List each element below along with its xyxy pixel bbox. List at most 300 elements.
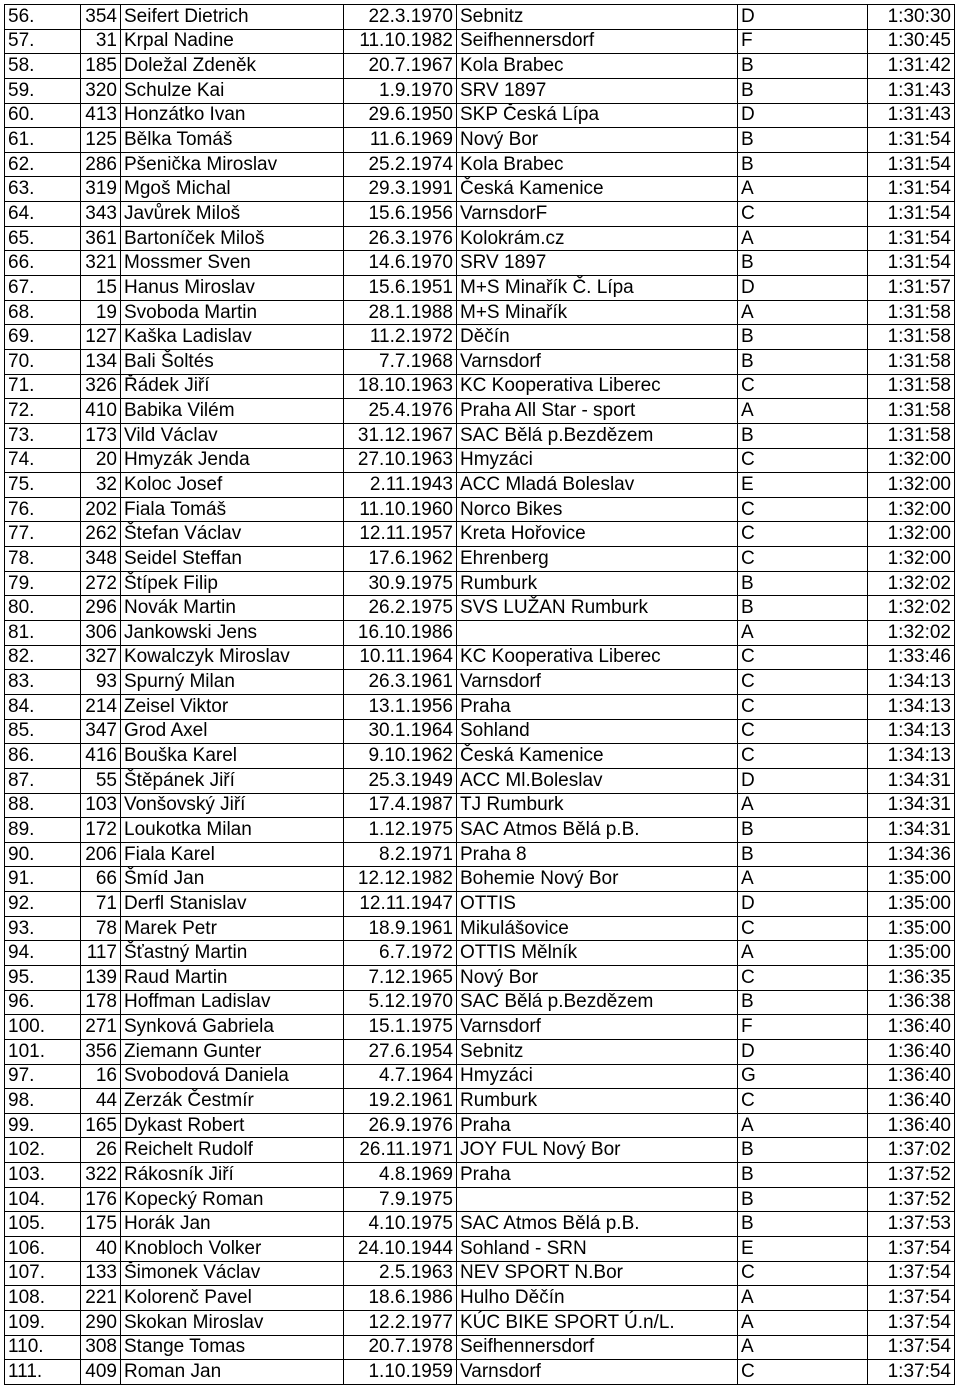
club-cell: SAC Bělá p.Bezdězem (457, 990, 738, 1015)
table-row (5, 1187, 955, 1212)
rank-cell: 110. (5, 1335, 81, 1360)
club-cell: Praha (457, 1163, 738, 1188)
category-cell: B (738, 423, 868, 448)
competitor-name-cell: Fiala Karel (121, 842, 344, 867)
competitor-name-cell: Honzátko Ivan (121, 103, 344, 128)
finish-time-cell: 1:35:00 (868, 916, 955, 941)
rank-cell: 60. (5, 103, 81, 128)
rank-cell: 103. (5, 1163, 81, 1188)
finish-time-cell: 1:32:00 (868, 522, 955, 547)
finish-time-cell: 1:31:54 (868, 202, 955, 227)
competitor-name-cell: Mossmer Sven (121, 251, 344, 276)
category-cell: B (738, 990, 868, 1015)
rank-cell: 56. (5, 5, 81, 30)
club-cell: SRV 1897 (457, 78, 738, 103)
competitor-name-cell: Zeisel Viktor (121, 694, 344, 719)
competitor-name-cell: Dykast Robert (121, 1113, 344, 1138)
table-row (5, 719, 955, 744)
competitor-name-cell: Svobodová Daniela (121, 1064, 344, 1089)
competitor-name-cell: Bělka Tomáš (121, 128, 344, 153)
category-cell: F (738, 1015, 868, 1040)
category-cell: B (738, 349, 868, 374)
rank-cell: 87. (5, 768, 81, 793)
table-row (5, 276, 955, 301)
club-cell: Praha (457, 694, 738, 719)
finish-time-cell: 1:31:54 (868, 251, 955, 276)
category-cell: B (738, 1187, 868, 1212)
birth-date-cell: 20.7.1978 (344, 1335, 457, 1360)
rank-cell: 108. (5, 1286, 81, 1311)
category-cell: A (738, 621, 868, 646)
birth-date-cell: 10.11.1964 (344, 645, 457, 670)
rank-cell: 68. (5, 300, 81, 325)
table-row (5, 694, 955, 719)
table-row (5, 78, 955, 103)
competitor-name-cell: Svoboda Martin (121, 300, 344, 325)
category-cell: C (738, 719, 868, 744)
category-cell: A (738, 941, 868, 966)
finish-time-cell: 1:31:57 (868, 276, 955, 301)
finish-time-cell: 1:37:54 (868, 1360, 955, 1385)
birth-date-cell: 18.9.1961 (344, 916, 457, 941)
table-row (5, 547, 955, 572)
rank-cell: 93. (5, 916, 81, 941)
birth-date-cell: 25.3.1949 (344, 768, 457, 793)
category-cell: C (738, 497, 868, 522)
birth-date-cell: 1.10.1959 (344, 1360, 457, 1385)
category-cell: C (738, 374, 868, 399)
rank-cell: 69. (5, 325, 81, 350)
birth-date-cell: 30.1.1964 (344, 719, 457, 744)
birth-date-cell: 26.3.1961 (344, 670, 457, 695)
birth-date-cell: 11.10.1960 (344, 497, 457, 522)
competitor-name-cell: Raud Martin (121, 965, 344, 990)
rank-cell: 74. (5, 448, 81, 473)
rank-cell: 65. (5, 226, 81, 251)
finish-time-cell: 1:36:40 (868, 1015, 955, 1040)
table-row (5, 448, 955, 473)
birth-date-cell: 26.9.1976 (344, 1113, 457, 1138)
bib-number-cell: 139 (81, 965, 121, 990)
club-cell: Sohland (457, 719, 738, 744)
table-row (5, 1163, 955, 1188)
category-cell: B (738, 325, 868, 350)
category-cell: B (738, 571, 868, 596)
club-cell: Bohemie Nový Bor (457, 867, 738, 892)
bib-number-cell: 206 (81, 842, 121, 867)
birth-date-cell: 11.10.1982 (344, 29, 457, 54)
competitor-name-cell: Synková Gabriela (121, 1015, 344, 1040)
birth-date-cell: 7.7.1968 (344, 349, 457, 374)
birth-date-cell: 24.10.1944 (344, 1237, 457, 1262)
bib-number-cell: 103 (81, 793, 121, 818)
table-row (5, 842, 955, 867)
club-cell: Sohland - SRN (457, 1237, 738, 1262)
category-cell: G (738, 1064, 868, 1089)
table-row (5, 54, 955, 79)
competitor-name-cell: Novák Martin (121, 596, 344, 621)
rank-cell: 105. (5, 1212, 81, 1237)
category-cell: C (738, 522, 868, 547)
bib-number-cell: 347 (81, 719, 121, 744)
rank-cell: 75. (5, 473, 81, 498)
category-cell: E (738, 473, 868, 498)
table-row (5, 473, 955, 498)
bib-number-cell: 134 (81, 349, 121, 374)
table-row (5, 965, 955, 990)
table-row (5, 1089, 955, 1114)
competitor-name-cell: Stange Tomas (121, 1335, 344, 1360)
club-cell: Seifhennersdorf (457, 29, 738, 54)
rank-cell: 83. (5, 670, 81, 695)
category-cell: B (738, 152, 868, 177)
competitor-name-cell: Skokan Miroslav (121, 1310, 344, 1335)
finish-time-cell: 1:33:46 (868, 645, 955, 670)
finish-time-cell: 1:32:00 (868, 473, 955, 498)
birth-date-cell: 7.9.1975 (344, 1187, 457, 1212)
rank-cell: 79. (5, 571, 81, 596)
birth-date-cell: 4.10.1975 (344, 1212, 457, 1237)
finish-time-cell: 1:34:31 (868, 818, 955, 843)
birth-date-cell: 1.9.1970 (344, 78, 457, 103)
birth-date-cell: 12.11.1947 (344, 892, 457, 917)
finish-time-cell: 1:36:40 (868, 1089, 955, 1114)
finish-time-cell: 1:32:02 (868, 596, 955, 621)
competitor-name-cell: Loukotka Milan (121, 818, 344, 843)
rank-cell: 77. (5, 522, 81, 547)
finish-time-cell: 1:32:02 (868, 621, 955, 646)
rank-cell: 100. (5, 1015, 81, 1040)
table-row (5, 522, 955, 547)
bib-number-cell: 55 (81, 768, 121, 793)
category-cell: D (738, 768, 868, 793)
bib-number-cell: 410 (81, 399, 121, 424)
club-cell: Hmyzáci (457, 1064, 738, 1089)
finish-time-cell: 1:36:35 (868, 965, 955, 990)
table-row (5, 645, 955, 670)
competitor-name-cell: Koloc Josef (121, 473, 344, 498)
finish-time-cell: 1:32:00 (868, 547, 955, 572)
bib-number-cell: 15 (81, 276, 121, 301)
category-cell: B (738, 1138, 868, 1163)
birth-date-cell: 17.4.1987 (344, 793, 457, 818)
club-cell: Děčín (457, 325, 738, 350)
table-row (5, 1360, 955, 1385)
finish-time-cell: 1:31:58 (868, 325, 955, 350)
rank-cell: 92. (5, 892, 81, 917)
bib-number-cell: 272 (81, 571, 121, 596)
rank-cell: 90. (5, 842, 81, 867)
bib-number-cell: 306 (81, 621, 121, 646)
finish-time-cell: 1:37:54 (868, 1237, 955, 1262)
birth-date-cell: 7.12.1965 (344, 965, 457, 990)
competitor-name-cell: Reichelt Rudolf (121, 1138, 344, 1163)
competitor-name-cell: Štěpánek Jiří (121, 768, 344, 793)
category-cell: C (738, 1261, 868, 1286)
bib-number-cell: 327 (81, 645, 121, 670)
rank-cell: 109. (5, 1310, 81, 1335)
bib-number-cell: 78 (81, 916, 121, 941)
finish-time-cell: 1:36:38 (868, 990, 955, 1015)
rank-cell: 106. (5, 1237, 81, 1262)
bib-number-cell: 19 (81, 300, 121, 325)
bib-number-cell: 71 (81, 892, 121, 917)
finish-time-cell: 1:34:31 (868, 768, 955, 793)
competitor-name-cell: Bartoníček Miloš (121, 226, 344, 251)
birth-date-cell: 16.10.1986 (344, 621, 457, 646)
club-cell: TJ Rumburk (457, 793, 738, 818)
club-cell: M+S Minařík Č. Lípa (457, 276, 738, 301)
competitor-name-cell: Marek Petr (121, 916, 344, 941)
competitor-name-cell: Grod Axel (121, 719, 344, 744)
bib-number-cell: 319 (81, 177, 121, 202)
club-cell: JOY FUL Nový Bor (457, 1138, 738, 1163)
competitor-name-cell: Kopecký Roman (121, 1187, 344, 1212)
bib-number-cell: 296 (81, 596, 121, 621)
competitor-name-cell: Hoffman Ladislav (121, 990, 344, 1015)
bib-number-cell: 308 (81, 1335, 121, 1360)
rank-cell: 94. (5, 941, 81, 966)
table-row (5, 399, 955, 424)
table-row (5, 990, 955, 1015)
birth-date-cell: 15.1.1975 (344, 1015, 457, 1040)
category-cell: C (738, 1089, 868, 1114)
competitor-name-cell: Ziemann Gunter (121, 1039, 344, 1064)
finish-time-cell: 1:31:58 (868, 399, 955, 424)
table-row (5, 1039, 955, 1064)
table-row (5, 596, 955, 621)
table-row (5, 1261, 955, 1286)
competitor-name-cell: Derfl Stanislav (121, 892, 344, 917)
category-cell: C (738, 1360, 868, 1385)
birth-date-cell: 27.6.1954 (344, 1039, 457, 1064)
club-cell: KC Kooperativa Liberec (457, 374, 738, 399)
category-cell: B (738, 1163, 868, 1188)
club-cell: SVS LUŽAN Rumburk (457, 596, 738, 621)
finish-time-cell: 1:31:54 (868, 177, 955, 202)
category-cell: B (738, 818, 868, 843)
rank-cell: 73. (5, 423, 81, 448)
club-cell: Česká Kamenice (457, 744, 738, 769)
results-body (5, 5, 955, 1385)
bib-number-cell: 172 (81, 818, 121, 843)
rank-cell: 58. (5, 54, 81, 79)
club-cell: ACC Ml.Boleslav (457, 768, 738, 793)
finish-time-cell: 1:35:00 (868, 867, 955, 892)
birth-date-cell: 14.6.1970 (344, 251, 457, 276)
bib-number-cell: 413 (81, 103, 121, 128)
table-row (5, 1335, 955, 1360)
table-row (5, 1212, 955, 1237)
finish-time-cell: 1:31:58 (868, 349, 955, 374)
table-row (5, 251, 955, 276)
finish-time-cell: 1:37:52 (868, 1163, 955, 1188)
birth-date-cell: 9.10.1962 (344, 744, 457, 769)
competitor-name-cell: Kaška Ladislav (121, 325, 344, 350)
table-row (5, 5, 955, 30)
category-cell: A (738, 226, 868, 251)
competitor-name-cell: Mgoš Michal (121, 177, 344, 202)
birth-date-cell: 2.5.1963 (344, 1261, 457, 1286)
table-row (5, 916, 955, 941)
category-cell: F (738, 29, 868, 54)
finish-time-cell: 1:30:45 (868, 29, 955, 54)
birth-date-cell: 22.3.1970 (344, 5, 457, 30)
competitor-name-cell: Pšenička Miroslav (121, 152, 344, 177)
birth-date-cell: 20.7.1967 (344, 54, 457, 79)
competitor-name-cell: Štefan Václav (121, 522, 344, 547)
birth-date-cell: 26.2.1975 (344, 596, 457, 621)
bib-number-cell: 178 (81, 990, 121, 1015)
competitor-name-cell: Jankowski Jens (121, 621, 344, 646)
bib-number-cell: 416 (81, 744, 121, 769)
rank-cell: 57. (5, 29, 81, 54)
club-cell: Praha All Star - sport (457, 399, 738, 424)
club-cell: M+S Minařík (457, 300, 738, 325)
table-row (5, 941, 955, 966)
bib-number-cell: 175 (81, 1212, 121, 1237)
club-cell: Varnsdorf (457, 670, 738, 695)
birth-date-cell: 8.2.1971 (344, 842, 457, 867)
rank-cell: 59. (5, 78, 81, 103)
finish-time-cell: 1:35:00 (868, 892, 955, 917)
birth-date-cell: 4.7.1964 (344, 1064, 457, 1089)
bib-number-cell: 221 (81, 1286, 121, 1311)
category-cell: A (738, 1286, 868, 1311)
category-cell: C (738, 448, 868, 473)
birth-date-cell: 6.7.1972 (344, 941, 457, 966)
birth-date-cell: 12.12.1982 (344, 867, 457, 892)
finish-time-cell: 1:34:13 (868, 719, 955, 744)
rank-cell: 95. (5, 965, 81, 990)
finish-time-cell: 1:31:58 (868, 300, 955, 325)
club-cell: Rumburk (457, 571, 738, 596)
rank-cell: 88. (5, 793, 81, 818)
birth-date-cell: 29.3.1991 (344, 177, 457, 202)
competitor-name-cell: Horák Jan (121, 1212, 344, 1237)
birth-date-cell: 27.10.1963 (344, 448, 457, 473)
rank-cell: 89. (5, 818, 81, 843)
rank-cell: 70. (5, 349, 81, 374)
club-cell: SRV 1897 (457, 251, 738, 276)
club-cell: Norco Bikes (457, 497, 738, 522)
birth-date-cell: 15.6.1956 (344, 202, 457, 227)
club-cell: SAC Bělá p.Bezdězem (457, 423, 738, 448)
bib-number-cell: 271 (81, 1015, 121, 1040)
table-row (5, 1064, 955, 1089)
category-cell: B (738, 128, 868, 153)
birth-date-cell: 25.4.1976 (344, 399, 457, 424)
rank-cell: 85. (5, 719, 81, 744)
finish-time-cell: 1:31:54 (868, 152, 955, 177)
finish-time-cell: 1:31:43 (868, 103, 955, 128)
rank-cell: 111. (5, 1360, 81, 1385)
bib-number-cell: 93 (81, 670, 121, 695)
bib-number-cell: 290 (81, 1310, 121, 1335)
rank-cell: 66. (5, 251, 81, 276)
rank-cell: 64. (5, 202, 81, 227)
competitor-name-cell: Řádek Jiří (121, 374, 344, 399)
rank-cell: 96. (5, 990, 81, 1015)
club-cell (457, 621, 738, 646)
competitor-name-cell: Fiala Tomáš (121, 497, 344, 522)
competitor-name-cell: Štípek Filip (121, 571, 344, 596)
rank-cell: 82. (5, 645, 81, 670)
rank-cell: 91. (5, 867, 81, 892)
club-cell: Hmyzáci (457, 448, 738, 473)
club-cell: VarnsdorF (457, 202, 738, 227)
finish-time-cell: 1:31:43 (868, 78, 955, 103)
bib-number-cell: 26 (81, 1138, 121, 1163)
bib-number-cell: 173 (81, 423, 121, 448)
birth-date-cell: 12.11.1957 (344, 522, 457, 547)
club-cell: ACC Mladá Boleslav (457, 473, 738, 498)
table-row (5, 621, 955, 646)
rank-cell: 71. (5, 374, 81, 399)
category-cell: D (738, 1039, 868, 1064)
table-row (5, 818, 955, 843)
table-row (5, 571, 955, 596)
club-cell: Kola Brabec (457, 152, 738, 177)
competitor-name-cell: Bali Šoltés (121, 349, 344, 374)
table-row (5, 103, 955, 128)
finish-time-cell: 1:37:54 (868, 1261, 955, 1286)
club-cell: OTTIS Mělník (457, 941, 738, 966)
competitor-name-cell: Schulze Kai (121, 78, 344, 103)
birth-date-cell: 29.6.1950 (344, 103, 457, 128)
bib-number-cell: 286 (81, 152, 121, 177)
competitor-name-cell: Knobloch Volker (121, 1237, 344, 1262)
club-cell: Ehrenberg (457, 547, 738, 572)
bib-number-cell: 176 (81, 1187, 121, 1212)
table-row (5, 152, 955, 177)
bib-number-cell: 165 (81, 1113, 121, 1138)
birth-date-cell: 18.6.1986 (344, 1286, 457, 1311)
category-cell: D (738, 892, 868, 917)
bib-number-cell: 321 (81, 251, 121, 276)
rank-cell: 86. (5, 744, 81, 769)
category-cell: C (738, 645, 868, 670)
bib-number-cell: 326 (81, 374, 121, 399)
rank-cell: 76. (5, 497, 81, 522)
rank-cell: 99. (5, 1113, 81, 1138)
finish-time-cell: 1:37:52 (868, 1187, 955, 1212)
club-cell: Seifhennersdorf (457, 1335, 738, 1360)
table-row (5, 1237, 955, 1262)
finish-time-cell: 1:30:30 (868, 5, 955, 30)
bib-number-cell: 16 (81, 1064, 121, 1089)
table-row (5, 423, 955, 448)
birth-date-cell: 31.12.1967 (344, 423, 457, 448)
table-row (5, 744, 955, 769)
competitor-name-cell: Šťastný Martin (121, 941, 344, 966)
table-row (5, 892, 955, 917)
category-cell: B (738, 596, 868, 621)
birth-date-cell: 5.12.1970 (344, 990, 457, 1015)
bib-number-cell: 40 (81, 1237, 121, 1262)
club-cell: OTTIS (457, 892, 738, 917)
rank-cell: 104. (5, 1187, 81, 1212)
competitor-name-cell: Šmíd Jan (121, 867, 344, 892)
table-row (5, 867, 955, 892)
birth-date-cell: 2.11.1943 (344, 473, 457, 498)
competitor-name-cell: Kolorenč Pavel (121, 1286, 344, 1311)
table-row (5, 670, 955, 695)
table-row (5, 793, 955, 818)
finish-time-cell: 1:31:54 (868, 226, 955, 251)
finish-time-cell: 1:34:36 (868, 842, 955, 867)
category-cell: B (738, 54, 868, 79)
